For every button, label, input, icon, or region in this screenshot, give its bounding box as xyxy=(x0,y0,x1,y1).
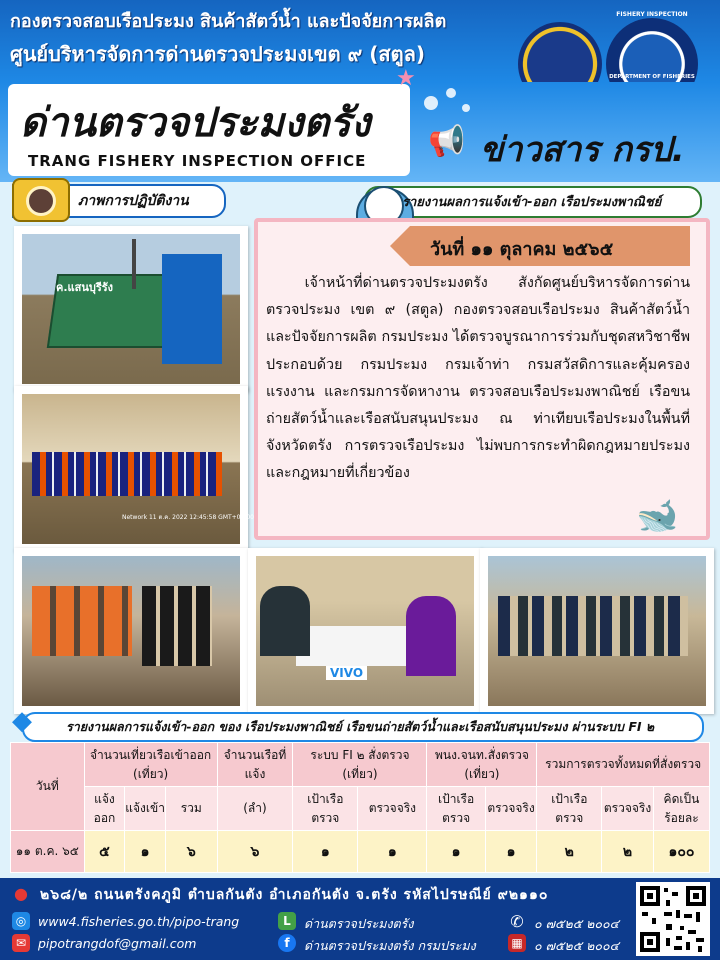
line-icon: L xyxy=(278,912,296,930)
row-sum: ๖ xyxy=(165,831,217,873)
team-members xyxy=(32,452,222,496)
table-sub-unit: (ลำ) xyxy=(217,787,293,831)
logo-fi-top-text: FISHERY INSPECTION xyxy=(616,10,688,18)
table-title: รายงานผลการแจ้งเข้า-ออก ของ เรือประมงพาณิชย์ เรือขนถ่ายสัตว์น้ำและเรือสนับสนุนประมง ผ่านระบบ FI ๒ xyxy=(66,719,655,734)
table-sub-total-actual: ตรวจจริง xyxy=(602,787,654,831)
boat-name-label: ค.แสนบุรีรัง xyxy=(56,281,114,294)
boat-mast xyxy=(132,239,136,289)
location-pin-icon: ● xyxy=(14,884,28,903)
starfish-icon: ★ xyxy=(396,66,416,91)
row-percent: ๑๐๐ xyxy=(653,831,709,873)
table-sub-percent: คิดเป็นร้อยละ xyxy=(653,787,709,831)
photo-timestamp: Network 11 ต.ค. 2022 12:45:58 GMT+07:00 xyxy=(122,514,254,521)
report-date: วันที่ ๑๑ ตุลาคม ๒๕๖๕ xyxy=(430,239,614,260)
news-label: ข่าวสาร กรป. xyxy=(480,130,685,170)
office-title-thai: ด่านตรวจประมงตรัง xyxy=(20,100,371,146)
boat-ladder xyxy=(162,254,222,364)
table-header-boats: จำนวนเรือที่แจ้ง xyxy=(217,743,293,787)
report-section-label: รายงานผลการแจ้งเข้า-ออก เรือประมงพาณิชย์ xyxy=(402,195,662,210)
table-sub-fi-target: เป้าเรือตรวจ xyxy=(293,787,358,831)
address: ๒๖๘/๒ ถนนตรังคภูมิ ตำบลกันตัง อำเภอกันตัง จ.ตรัง รหัสไปรษณีย์ ๙๒๑๑๐ xyxy=(40,887,549,903)
email-icon: ✉ xyxy=(12,934,30,952)
row-in: ๑ xyxy=(125,831,166,873)
email-link[interactable]: pipotrangdof@gmail.com xyxy=(38,936,197,951)
row-out: ๕ xyxy=(84,831,125,873)
table-header-date: วันที่ xyxy=(11,743,85,831)
officer-seated xyxy=(260,586,310,656)
table-sub-fi-actual: ตรวจจริง xyxy=(358,787,427,831)
officers xyxy=(142,586,212,666)
facebook-icon: f xyxy=(278,934,296,952)
table-header-fi2: ระบบ FI ๒ สั่งตรวจ (เที่ยว) xyxy=(293,743,427,787)
office-title-english: TRANG FISHERY INSPECTION OFFICE xyxy=(28,152,367,170)
table-header-pnj: พนง.จนท.สั่งตรวจ (เที่ยว) xyxy=(427,743,537,787)
row-fi-actual: ๑ xyxy=(358,831,427,873)
bubble-decoration xyxy=(424,96,438,110)
report-body: เจ้าหน้าที่ด่านตรวจประมงตรัง สังกัดศูนย์บริหารจัดการด่านตรวจประมง เขต ๙ (สตูล) กองตรวจสอบเรือประมง สินค้าสัตว์น้ำ และปัจจัยการผลิต กรมประมง ได้ตรวจบูรณาการร่วมกับชุดสหวิชาชีพ ประกอบด้วย กรมประมง กรมเจ้าท่า กรมสวัสดิการและคุ้มครองแรงงาน และกรมการจัดหางาน ตรวจสอบเรือประมงพาณิชย์ เรือขนถ่ายสัตว์น้ำและเรือสนับสนุนประมง ณ ท่าเทียบเรือประมงในพื้นที่จังหวัดตรัง การตรวจเรือประมง ไม่พบการกระทำผิดกฎหมายประมงและกฎหมายที่เกี่ยวข้อง xyxy=(266,275,690,482)
row-pnj-actual: ๑ xyxy=(485,831,537,873)
fax-number: ๐ ๗๕๒๕ ๒๐๐๔ xyxy=(534,938,620,953)
line-account[interactable]: ด่านตรวจประมงตรัง xyxy=(304,916,414,931)
officer-right xyxy=(406,596,456,676)
photo-crew-lineup xyxy=(480,548,714,714)
logo-fi-bottom-text: DEPARTMENT OF FISHERIES xyxy=(609,73,695,80)
lineup-members xyxy=(498,596,688,656)
qr-code-graphic xyxy=(636,882,710,956)
row-total-actual: ๒ xyxy=(602,831,654,873)
table-header-trips: จำนวนเที่ยวเรือเข้าออก (เที่ยว) xyxy=(84,743,217,787)
facebook-page[interactable]: ด่านตรวจประมงตรัง กรมประมง xyxy=(304,938,476,953)
fax-icon: ▦ xyxy=(508,934,526,952)
table-header-total: รวมการตรวจทั้งหมดที่สั่งตรวจ xyxy=(537,743,710,787)
bubble-decoration xyxy=(446,88,456,98)
center-name: ศูนย์บริหารจัดการด่านตรวจประมงเขต ๙ (สตูล) xyxy=(10,42,425,66)
globe-icon: ◎ xyxy=(12,912,30,930)
crew-members xyxy=(32,586,132,656)
table-sub-out: แจ้งออก xyxy=(84,787,125,831)
photo-team-group xyxy=(14,386,254,552)
inspection-table xyxy=(10,742,710,873)
row-fi-target: ๑ xyxy=(293,831,358,873)
photo-boat xyxy=(14,226,248,392)
table-sub-sum: รวม xyxy=(165,787,217,831)
table-sub-pnj-target: เป้าเรือตรวจ xyxy=(427,787,485,831)
row-boats: ๖ xyxy=(217,831,293,873)
row-total-target: ๒ xyxy=(537,831,602,873)
manta-ray-icon: ◆ xyxy=(12,706,32,736)
camera-lens xyxy=(26,186,56,216)
website-link[interactable]: www4.fisheries.go.th/pipo-trang xyxy=(38,914,240,929)
whale-icon: 🐋 xyxy=(636,496,679,536)
department-name: กองตรวจสอบเรือประมง สินค้าสัตว์น้ำ และปัจจัยการผลิต xyxy=(10,11,447,32)
photo-section-label: ภาพการปฏิบัติงาน xyxy=(78,193,189,209)
table-sub-total-target: เป้าเรือตรวจ xyxy=(537,787,602,831)
photo-document-check xyxy=(248,548,482,714)
phone-number: ๐ ๗๕๒๕ ๒๐๐๔ xyxy=(534,916,620,931)
photo-crew-lifejackets xyxy=(14,548,248,714)
megaphone-icon: 📢 xyxy=(428,124,466,159)
bubble-decoration xyxy=(462,104,470,112)
table-sub-in: แจ้งเข้า xyxy=(125,787,166,831)
row-pnj-target: ๑ xyxy=(427,831,485,873)
vivo-bag: VIVO xyxy=(326,666,367,680)
phone-icon: ✆ xyxy=(510,911,524,931)
table-row xyxy=(11,831,710,873)
row-date: ๑๑ ต.ค. ๖๕ xyxy=(11,831,85,873)
table-sub-pnj-actual: ตรวจจริง xyxy=(485,787,537,831)
qr-code[interactable] xyxy=(636,882,710,956)
